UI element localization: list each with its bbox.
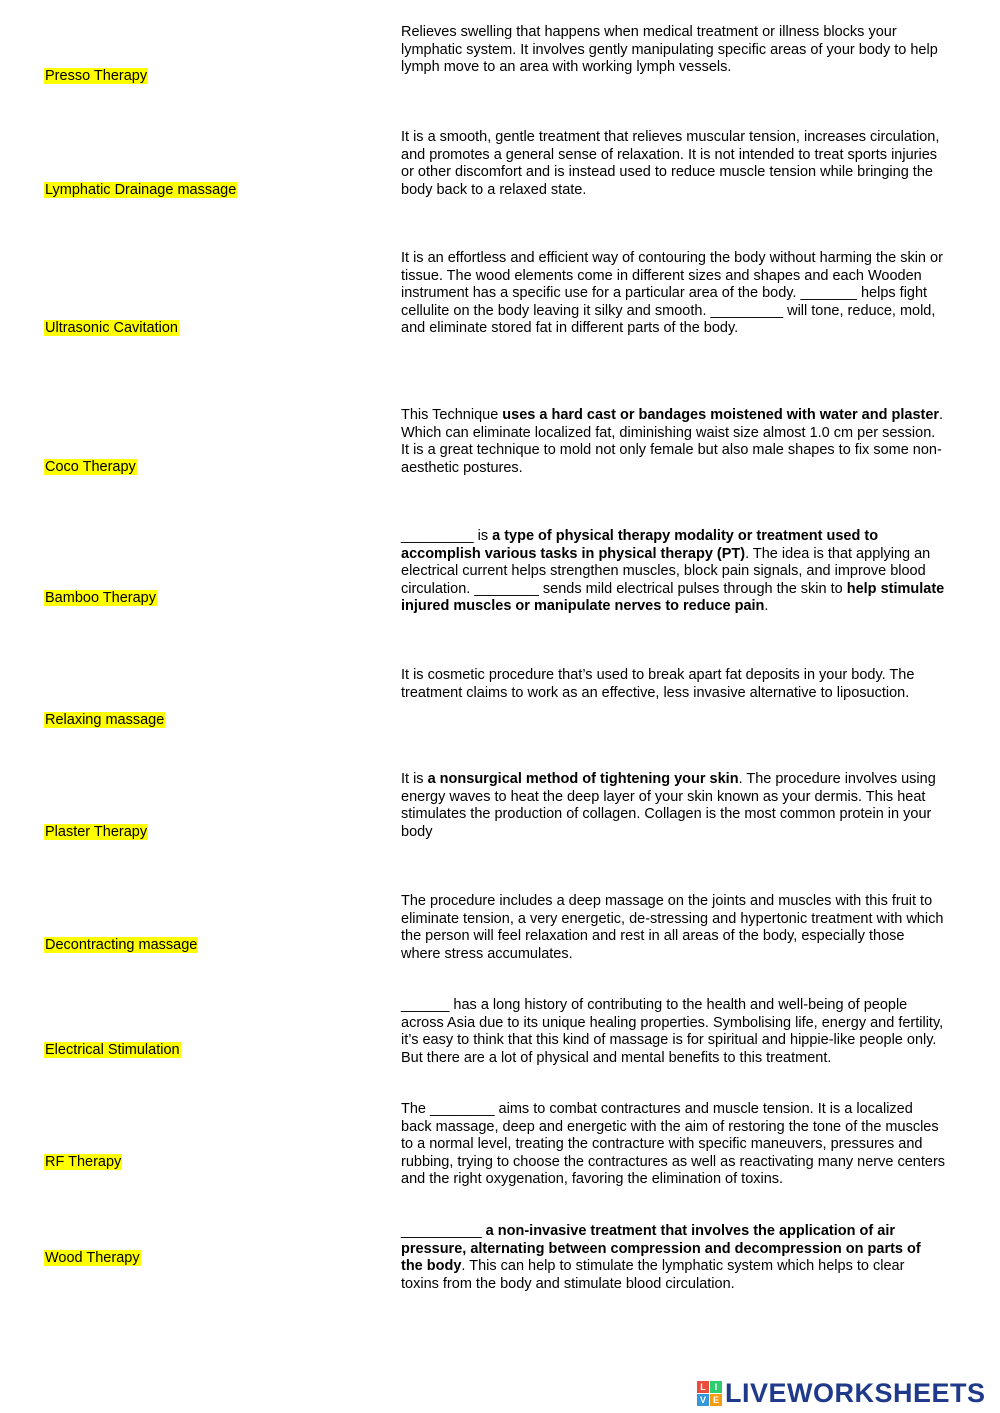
logo-mark-cell: E bbox=[710, 1394, 722, 1406]
text-run: The procedure includes a deep massage on the joints and muscles with this fruit to eliminate tension, a very energetic, de-stressing and hypertonic treatment with which the person will feel relaxation and rest in all areas of the body, especially those where stress accumulates. bbox=[401, 893, 944, 962]
text-run: This Technique bbox=[401, 407, 503, 423]
text-run: . The idea is that applying an electrical current helps strengthen muscles, block pain signals, and improve blood circulation. ________ sends mild electrical pulses through the skin to bbox=[401, 545, 931, 597]
text-run: It is cosmetic procedure that’s used to break apart fat deposits in your body. The treatment claims to work as an effective, less invasive alternative to liposuction. bbox=[401, 667, 915, 701]
text-run: __________ bbox=[401, 1223, 486, 1239]
description-wood-therapy[interactable] bbox=[401, 250, 946, 338]
term-wood-therapy[interactable]: Wood Therapy bbox=[45, 1250, 140, 1266]
description-lymphatic-drainage[interactable] bbox=[401, 24, 946, 77]
text-run: . Which can eliminate localized fat, diminishing waist size almost 1.0 cm per session. It is a great technique to mold not only female but also male shapes to fix some non-aesthetic postures. bbox=[401, 407, 944, 476]
term-plaster-therapy[interactable]: Plaster Therapy bbox=[45, 824, 148, 840]
term-bamboo-therapy[interactable]: Bamboo Therapy bbox=[45, 590, 156, 606]
description-ultrasonic-cavitation[interactable] bbox=[401, 667, 946, 702]
liveworksheets-logo bbox=[697, 1378, 986, 1408]
description-decontracting-massage[interactable] bbox=[401, 1101, 946, 1189]
term-electrical-stimulation[interactable]: Electrical Stimulation bbox=[45, 1042, 180, 1058]
bold-text-run: help stimulate injured muscles or manipulate nerves to reduce pain bbox=[401, 580, 945, 614]
text-run: The ________ aims to combat contractures and muscle tension. It is a localized back massage, deep and energetic with the aim of restoring the tone of the muscles to a normal level, treating the contracture with specific maneuvers, pressures and rubbing, trying to choose the contractures as well as reactivating many nerve centers and the right oxygenation, favoring the elimination of toxins. bbox=[401, 1101, 946, 1187]
term-decontracting-massage[interactable]: Decontracting massage bbox=[45, 937, 198, 953]
term-ultrasonic-cavitation[interactable]: Ultrasonic Cavitation bbox=[45, 320, 178, 336]
description-plaster-therapy[interactable] bbox=[401, 407, 946, 477]
bold-text-run: uses a hard cast or bandages moistened with water and plaster bbox=[502, 407, 940, 423]
term-relaxing-massage[interactable]: Relaxing massage bbox=[45, 712, 165, 728]
description-presso-therapy[interactable] bbox=[401, 1223, 946, 1293]
text-run: . The procedure involves using energy waves to heat the deep layer of your skin known as your dermis. This heat stimulates the production of collagen. Collagen is the most common protein in your body bbox=[401, 771, 936, 840]
liveworksheets-mark-icon bbox=[697, 1381, 722, 1406]
text-run: . This can help to stimulate the lymphatic system which helps to clear toxins from the body and stimulate blood circulation. bbox=[401, 1258, 905, 1292]
term-lymphatic-drainage-massage[interactable]: Lymphatic Drainage massage bbox=[45, 182, 237, 198]
description-relaxing-massage[interactable] bbox=[401, 129, 946, 199]
logo-mark-cell: L bbox=[697, 1381, 709, 1393]
term-coco-therapy[interactable]: Coco Therapy bbox=[45, 459, 136, 475]
description-electrical-stimulation[interactable] bbox=[401, 528, 946, 616]
bold-text-run: a non-invasive treatment that involves the application of air pressure, alternating between compression and decompression on parts of the body bbox=[401, 1223, 921, 1274]
description-bamboo-therapy[interactable] bbox=[401, 997, 946, 1067]
logo-mark-cell: V bbox=[697, 1394, 709, 1406]
term-presso-therapy[interactable]: Presso Therapy bbox=[45, 68, 148, 84]
bold-text-run: a type of physical therapy modality or treatment used to accomplish various tasks in physical therapy (PT) bbox=[401, 528, 879, 562]
term-rf-therapy[interactable]: RF Therapy bbox=[45, 1154, 122, 1170]
bold-text-run: a nonsurgical method of tightening your skin bbox=[427, 771, 739, 787]
logo-text: LIVEWORKSHEETS bbox=[725, 1377, 986, 1408]
text-run: ______ has a long history of contributing to the health and well-being of people across Asia due to its unique healing properties. Symbolising life, energy and fertility, it’s easy to think that this kind of massage is for spiritual and hippie-like people only. But there are a lot of physical and mental benefits to this treatment. bbox=[401, 997, 944, 1066]
description-rf-therapy[interactable] bbox=[401, 771, 946, 841]
text-run: It is an effortless and efficient way of contouring the body without harming the skin or tissue. The wood elements come in different sizes and shapes and each Wooden instrument has a specific use for a particular area of the body. _______ helps fight cellulite on the body leaving it silky and smooth. _________ will tone, reduce, mold, and eliminate stored fat in different parts of the body. bbox=[401, 250, 943, 336]
text-run: . bbox=[764, 598, 769, 614]
text-run: Relieves swelling that happens when medical treatment or illness blocks your lymphatic system. It involves gently manipulating specific areas of your body to help lymph move to an area with working lymph vessels. bbox=[401, 24, 938, 75]
text-run: _________ is bbox=[401, 528, 493, 544]
text-run: It is bbox=[401, 771, 428, 787]
logo-mark-cell: I bbox=[710, 1381, 722, 1393]
text-run: It is a smooth, gentle treatment that relieves muscular tension, increases circulation, and promotes a general sense of relaxation. It is not intended to treat sports injuries or other discomfort and is instead used to reduce muscle tension while bringing the body back to a relaxed state. bbox=[401, 129, 940, 198]
description-coco-therapy[interactable] bbox=[401, 893, 946, 963]
